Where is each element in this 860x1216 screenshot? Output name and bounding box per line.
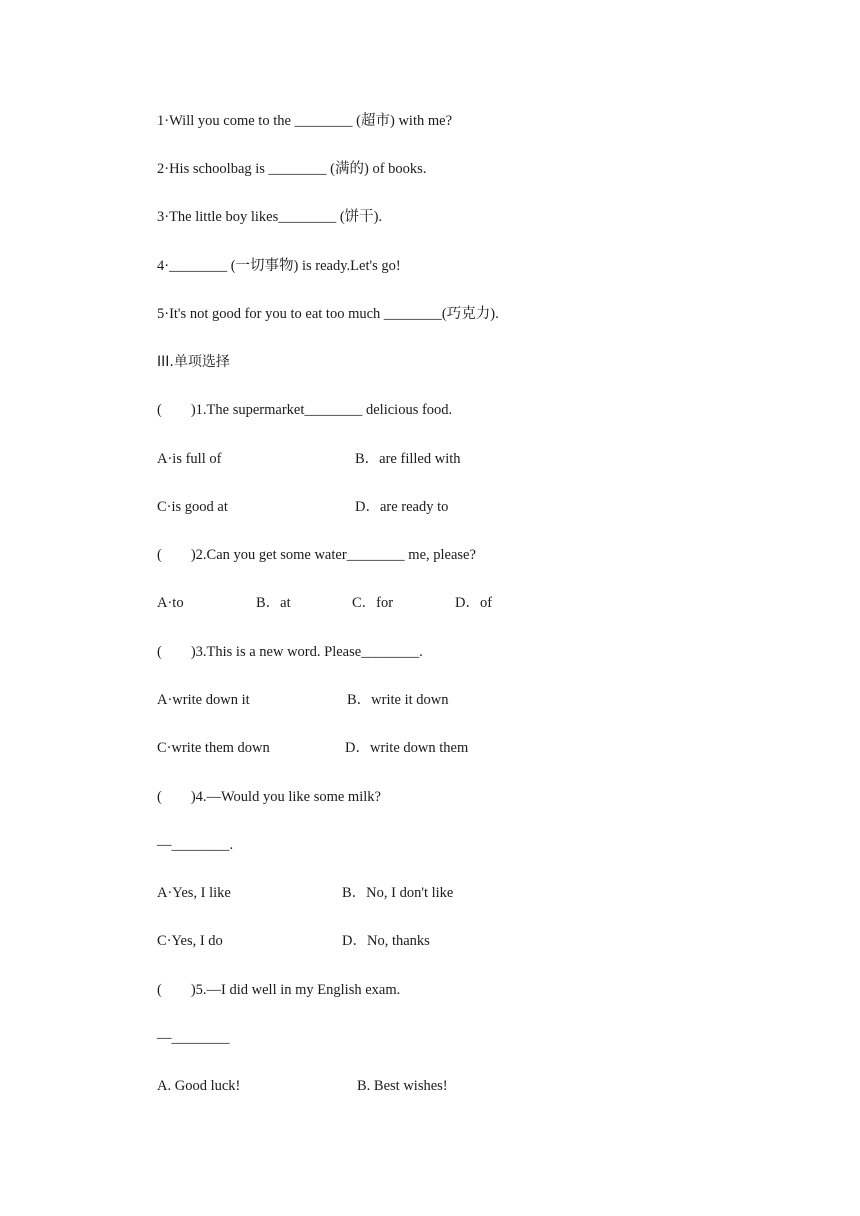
question-2-option-c: C．for [352, 595, 394, 611]
section-title: III.单项选择 [157, 354, 230, 370]
question-4-option-a: A·Yes, I like [157, 885, 231, 901]
question-4-option-c: C·Yes, I do [157, 933, 223, 949]
question-5-answer-line: —________ [157, 1030, 230, 1046]
fill-in-item-3: 3·The little boy likes________ (饼干). [157, 209, 383, 225]
question-2-option-b: B．at [256, 595, 291, 611]
question-1-option-a: A·is full of [157, 451, 222, 467]
question-1-option-c: C·is good at [157, 499, 228, 515]
question-3-option-a: A·write down it [157, 692, 250, 708]
question-2-option-d: D．of [455, 595, 493, 611]
question-3-option-d: D．write down them [345, 740, 469, 756]
question-5-option-b: B. Best wishes! [357, 1078, 448, 1094]
question-1-stem: ( )1.The supermarket________ delicious food. [157, 402, 453, 418]
fill-in-item-1: 1·Will you come to the ________ (超市) with me? [157, 113, 452, 129]
question-5-stem: ( )5.—I did well in my English exam. [157, 982, 401, 998]
fill-in-item-4: 4·________ (一切事物) is ready.Let's go! [157, 258, 401, 274]
fill-in-item-2: 2·His schoolbag is ________ (满的) of books. [157, 161, 427, 177]
question-2-option-a: A·to [157, 595, 184, 611]
question-4-stem: ( )4.—Would you like some milk? [157, 789, 381, 805]
question-3-stem: ( )3.This is a new word. Please________. [157, 644, 423, 660]
question-5-option-a: A. Good luck! [157, 1078, 241, 1094]
fill-in-item-5: 5·It's not good for you to eat too much ________(巧克力). [157, 306, 499, 322]
question-4-option-b: B．No, I don't like [342, 885, 454, 901]
question-1-option-d: D．are ready to [355, 499, 449, 515]
question-4-option-d: D．No, thanks [342, 933, 430, 949]
question-1-option-b: B．are filled with [355, 451, 461, 467]
question-2-stem: ( )2.Can you get some water________ me, please? [157, 547, 476, 563]
question-3-option-b: B．write it down [347, 692, 449, 708]
question-3-option-c: C·write them down [157, 740, 270, 756]
question-4-answer-line: —________. [157, 837, 234, 853]
